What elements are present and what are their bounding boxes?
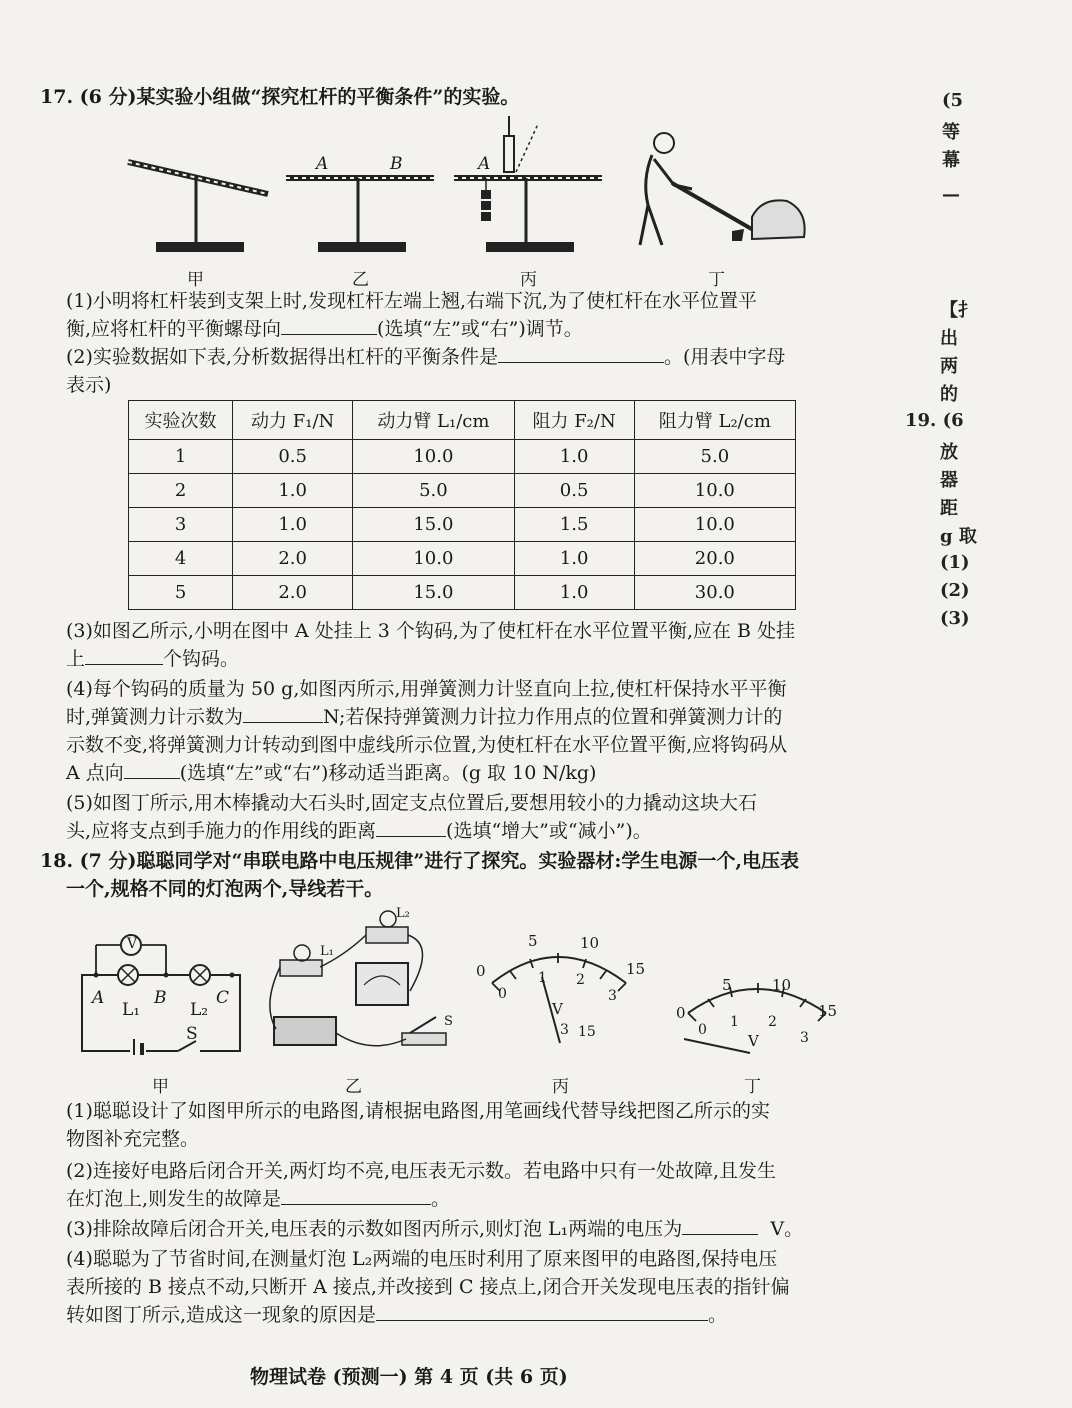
table-cell: 0.5 xyxy=(233,440,353,474)
q18-p4-line3 xyxy=(66,1304,727,1326)
dial-bing-bottom-1: 1 xyxy=(538,970,547,986)
physical-switch-label: S xyxy=(444,1014,453,1029)
voltmeter-label: V xyxy=(127,936,138,952)
q18-p3-suffix: V。 xyxy=(770,1218,804,1240)
side-fragment: 【扌 xyxy=(940,300,976,321)
q17-p3-prefix: 上 xyxy=(66,648,86,670)
q18-p1-line2: 物图补充完整。 xyxy=(66,1128,200,1150)
side-fragment: 的 xyxy=(940,384,958,405)
circuit-point-c: C xyxy=(216,988,230,1008)
dial-bing-top-5: 5 xyxy=(528,932,538,950)
dial-ding-top-0: 0 xyxy=(676,1004,686,1022)
table-cell: 10.0 xyxy=(353,542,514,576)
dial-bing-top-15: 15 xyxy=(626,960,646,978)
side-fragment: 幕 xyxy=(942,150,960,171)
q17-p2-prefix: (2)实验数据如下表,分析数据得出杠杆的平衡条件是 xyxy=(66,346,498,368)
circuit-point-b: B xyxy=(154,988,167,1008)
table-cell: 10.0 xyxy=(634,508,795,542)
table-cell: 1.0 xyxy=(514,440,634,474)
table-cell: 4 xyxy=(129,542,233,576)
q17-p5-prefix: 头,应将支点到手施力的作用线的距离 xyxy=(66,820,377,842)
table-row xyxy=(129,542,796,576)
fig-label-jia: 甲 xyxy=(187,270,204,290)
answer-blank-9[interactable] xyxy=(376,1304,708,1321)
answer-blank-4[interactable] xyxy=(243,706,323,723)
table-cell: 15.0 xyxy=(353,576,514,610)
q17-p4-line4-prefix: A 点向 xyxy=(66,762,124,784)
physical-l1-label: L₁ xyxy=(320,944,334,959)
q18-p4-line2: 表所接的 B 接点不动,只断开 A 接点,并改接到 C 接点上,闭合开关发现电压表的指针偏 xyxy=(66,1276,790,1298)
physical-l2-label: L₂ xyxy=(396,906,410,921)
table-cell: 5.0 xyxy=(353,474,514,508)
switch-label: S xyxy=(186,1024,198,1044)
side-fragment: g 取 xyxy=(940,526,977,547)
table-row xyxy=(129,508,796,542)
dial-ding-symbol: V xyxy=(748,1032,759,1050)
table-cell: 3 xyxy=(129,508,233,542)
q18-p2-line1: (2)连接好电路后闭合开关,两灯均不亮,电压表无示数。若电路中只有一处故障,且发生 xyxy=(66,1160,777,1182)
q17-p2-line2: 表示) xyxy=(66,374,112,396)
q18-p2-prefix: 在灯泡上,则发生的故障是 xyxy=(66,1188,282,1210)
lever-figure-yi xyxy=(282,150,442,260)
dial-bing-top-0: 0 xyxy=(476,962,486,980)
q17-p3-suffix: 个钩码。 xyxy=(163,648,240,670)
side-fragment: 两 xyxy=(940,356,958,377)
q17-p2-suffix: 。(用表中字母 xyxy=(663,346,786,368)
side-fragment: 出 xyxy=(940,328,958,349)
q18-p3-line xyxy=(66,1218,803,1240)
q18-p4-line1: (4)聪聪为了节省时间,在测量灯泡 L₂两端的电压时利用了原来图甲的电路图,保持电压 xyxy=(66,1248,778,1270)
q18-p2-line2 xyxy=(66,1188,450,1210)
table-header: 阻力臂 L₂/cm xyxy=(634,401,795,440)
side-fragment: — xyxy=(942,184,960,205)
q17-p1-prefix: 衡,应将杠杆的平衡螺母向 xyxy=(66,318,282,340)
fig18-label-ding: 丁 xyxy=(744,1077,761,1097)
table-cell: 2.0 xyxy=(233,576,353,610)
q17-title: 17. (6 分)某实验小组做“探究杠杆的平衡条件”的实验。 xyxy=(40,86,520,108)
answer-blank-3[interactable] xyxy=(85,648,163,665)
table-cell: 2.0 xyxy=(233,542,353,576)
dial-bing-terminal-15: 15 xyxy=(578,1024,596,1040)
table-cell: 0.5 xyxy=(514,474,634,508)
side-fragment: (3) xyxy=(940,608,970,629)
q17-p4-suffix: N;若保持弹簧测力计拉力作用点的位置和弹簧测力计的 xyxy=(323,706,783,728)
q17-p1-suffix: (选填“左”或“右”)调节。 xyxy=(377,318,583,340)
table-header: 实验次数 xyxy=(129,401,233,440)
table-cell: 10.0 xyxy=(353,440,514,474)
table-header: 动力 F₁/N xyxy=(233,401,353,440)
answer-blank-6[interactable] xyxy=(376,820,446,837)
lamp-l1-label: L₁ xyxy=(122,1000,141,1020)
answer-blank-2[interactable] xyxy=(498,346,664,363)
q17-p4-line4-suffix: (选填“左”或“右”)移动适当距离。(g 取 10 N/kg) xyxy=(179,762,597,784)
table-cell: 1.0 xyxy=(233,508,353,542)
lever-figure-bing xyxy=(450,112,610,262)
circuit-point-a: A xyxy=(92,988,105,1008)
table-cell: 5.0 xyxy=(634,440,795,474)
fig18-label-jia: 甲 xyxy=(152,1077,169,1097)
q18-p4-suffix: 。 xyxy=(708,1304,728,1326)
fig18-label-yi: 乙 xyxy=(345,1077,362,1097)
page-footer: 物理试卷 (预测一) 第 4 页 (共 6 页) xyxy=(250,1366,568,1388)
q17-p4-line1: (4)每个钩码的质量为 50 g,如图丙所示,用弹簧测力计竖直向上拉,使杠杆保持水平平衡 xyxy=(66,678,787,700)
table-cell: 1 xyxy=(129,440,233,474)
table-cell: 1.0 xyxy=(514,542,634,576)
q18-title-line1: 18. (7 分)聪聪同学对“串联电路中电压规律”进行了探究。实验器材:学生电源一个,电压表 xyxy=(40,850,799,872)
table-cell: 15.0 xyxy=(353,508,514,542)
q18-p4-prefix: 转如图丁所示,造成这一现象的原因是 xyxy=(66,1304,377,1326)
table-cell: 2 xyxy=(129,474,233,508)
dial-ding-top-5: 5 xyxy=(722,976,732,994)
side-fragment: (1) xyxy=(940,552,970,573)
dial-bing-bottom-0: 0 xyxy=(498,986,507,1002)
table-row xyxy=(129,474,796,508)
table-cell: 1.5 xyxy=(514,508,634,542)
table-row xyxy=(129,440,796,474)
fig-label-bing: 丙 xyxy=(520,270,537,290)
q17-p5-line1: (5)如图丁所示,用木棒撬动大石头时,固定支点位置后,要想用较小的力撬动这块大石 xyxy=(66,792,758,814)
q18-p2-suffix: 。 xyxy=(431,1188,451,1210)
q17-p3-line1: (3)如图乙所示,小明在图中 A 处挂上 3 个钩码,为了使杠杆在水平位置平衡,应在 B 处挂 xyxy=(66,620,796,642)
side-fragment: 19. (6 xyxy=(905,410,964,431)
dial-ding-bottom-0: 0 xyxy=(698,1022,707,1038)
q17-p4-line4 xyxy=(66,762,596,784)
table-cell: 1.0 xyxy=(514,576,634,610)
table-header-row xyxy=(129,401,796,440)
dial-bing-terminal-3: 3 xyxy=(560,1022,569,1038)
q18-p1-line1: (1)聪聪设计了如图甲所示的电路图,请根据电路图,用笔画线代替导线把图乙所示的实 xyxy=(66,1100,770,1122)
fig-label-ding: 丁 xyxy=(708,270,725,290)
side-fragment: (2) xyxy=(940,580,970,601)
dial-ding-bottom-2: 2 xyxy=(768,1014,777,1030)
q17-p1-line1: (1)小明将杠杆装到支架上时,发现杠杆左端上翘,右端下沉,为了使杠杆在水平位置平 xyxy=(66,290,758,312)
physical-circuit-yi xyxy=(260,905,460,1060)
q17-p5-line2 xyxy=(66,820,652,842)
dial-ding-bottom-3: 3 xyxy=(800,1030,809,1046)
answer-blank-8[interactable] xyxy=(682,1218,758,1235)
side-fragment: (5 xyxy=(942,90,964,111)
answer-blank-5[interactable] xyxy=(124,762,180,779)
q17-p4-line3: 示数不变,将弹簧测力计转动到图中虚线所示位置,为使杠杆在水平位置平衡,应将钩码从 xyxy=(66,734,788,756)
answer-blank-1[interactable] xyxy=(281,318,377,335)
q17-p1-line2 xyxy=(66,318,583,340)
lamp-l2-label: L₂ xyxy=(190,1000,209,1020)
q17-p4-line2 xyxy=(66,706,782,728)
side-fragment: 器 xyxy=(940,470,958,491)
lever-figure-ding xyxy=(612,125,812,255)
answer-blank-7[interactable] xyxy=(281,1188,431,1205)
point-b-label: B xyxy=(390,154,403,174)
q17-p2-line1 xyxy=(66,346,785,368)
table-cell: 30.0 xyxy=(634,576,795,610)
table-cell: 1.0 xyxy=(233,474,353,508)
q17-p4-prefix: 时,弹簧测力计示数为 xyxy=(66,706,244,728)
q17-p5-suffix: (选填“增大”或“减小”)。 xyxy=(446,820,652,842)
lever-figure-jia xyxy=(120,150,280,260)
q17-p3-line2 xyxy=(66,648,239,670)
table-cell: 5 xyxy=(129,576,233,610)
table-header: 阻力 F₂/N xyxy=(514,401,634,440)
dial-ding-top-10: 10 xyxy=(772,976,792,994)
dial-bing-top-10: 10 xyxy=(580,934,600,952)
dial-ding-top-15: 15 xyxy=(818,1002,838,1020)
side-fragment: 放 xyxy=(940,442,958,463)
table-cell: 20.0 xyxy=(634,542,795,576)
q18-title-line2: 一个,规格不同的灯泡两个,导线若干。 xyxy=(66,878,384,900)
side-fragment: 等 xyxy=(942,122,960,143)
fig-label-yi: 乙 xyxy=(352,270,369,290)
table-cell: 10.0 xyxy=(634,474,795,508)
dial-bing-bottom-3: 3 xyxy=(608,988,617,1004)
side-fragment: 距 xyxy=(940,498,958,519)
dial-bing-bottom-2: 2 xyxy=(576,972,585,988)
dial-ding-bottom-1: 1 xyxy=(730,1014,739,1030)
q18-p3-prefix: (3)排除故障后闭合开关,电压表的示数如图丙所示,则灯泡 L₁两端的电压为 xyxy=(66,1218,683,1240)
fig18-label-bing: 丙 xyxy=(552,1077,569,1097)
point-a-label-bing: A xyxy=(478,154,491,174)
dial-bing-symbol: V xyxy=(552,1000,563,1018)
table-row xyxy=(129,576,796,610)
point-a-label: A xyxy=(316,154,329,174)
table-header: 动力臂 L₁/cm xyxy=(353,401,514,440)
lever-data-table xyxy=(128,400,796,610)
